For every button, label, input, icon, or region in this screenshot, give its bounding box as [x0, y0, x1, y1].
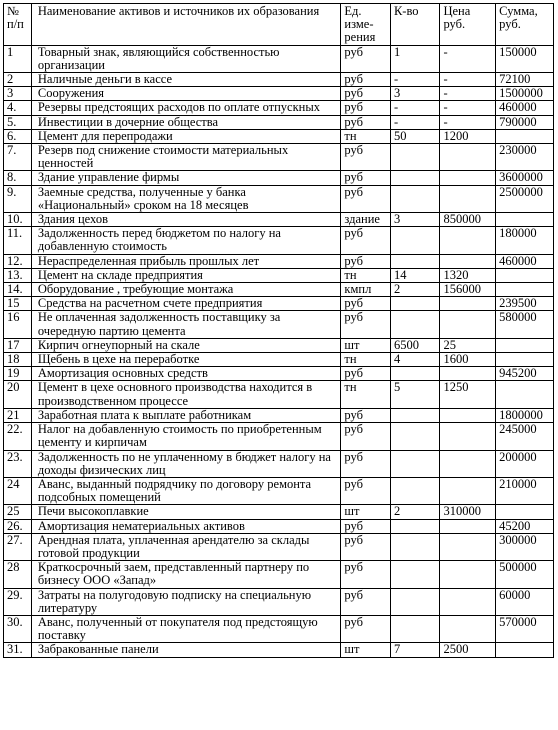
table-row — [4, 353, 554, 367]
sum-cell — [496, 381, 554, 408]
price-cell — [440, 297, 496, 311]
header-quantity: К-во — [390, 4, 440, 46]
unit-cell: здание — [341, 213, 391, 227]
row-number-cell: 4. — [4, 101, 32, 115]
row-number-cell: 9. — [4, 185, 32, 212]
sum-cell: 2500000 — [496, 185, 554, 212]
unit-cell: руб — [341, 533, 391, 560]
row-number-cell: 25 — [4, 505, 32, 519]
sum-cell: 45200 — [496, 519, 554, 533]
quantity-cell: 2 — [390, 505, 440, 519]
unit-cell: шт — [341, 643, 391, 657]
row-number-cell: 17 — [4, 338, 32, 352]
unit-cell: тн — [341, 268, 391, 282]
asset-name-cell: Не оплаченная задолженность поставщику за очередную партию цемента — [31, 311, 341, 338]
unit-cell: руб — [341, 423, 391, 450]
quantity-cell: - — [390, 115, 440, 129]
sum-cell: 200000 — [496, 450, 554, 477]
price-cell: - — [440, 73, 496, 87]
asset-name-cell: Наличные деньги в кассе — [31, 73, 341, 87]
quantity-cell — [390, 227, 440, 254]
table-row — [4, 115, 554, 129]
quantity-cell: 5 — [390, 381, 440, 408]
row-number-cell: 3 — [4, 87, 32, 101]
table-row — [4, 519, 554, 533]
asset-name-cell: Краткосрочный заем, представленный партнеру по бизнесу ООО «Запад» — [31, 561, 341, 588]
asset-name-cell: Нераспределенная прибыль прошлых лет — [31, 254, 341, 268]
row-number-cell: 30. — [4, 615, 32, 642]
asset-name-cell: Забракованные панели — [31, 643, 341, 657]
sum-cell: 570000 — [496, 615, 554, 642]
asset-name-cell: Затраты на полугодовую подписку на специальную литературу — [31, 588, 341, 615]
unit-cell: руб — [341, 101, 391, 115]
quantity-cell — [390, 254, 440, 268]
quantity-cell: - — [390, 101, 440, 115]
asset-name-cell: Резервы предстоящих расходов по оплате отпускных — [31, 101, 341, 115]
price-cell — [440, 254, 496, 268]
table-body — [4, 45, 554, 657]
header-name: Наименование активов и источников их образования — [31, 4, 341, 46]
table-row — [4, 213, 554, 227]
quantity-cell — [390, 533, 440, 560]
header-number: № п/п — [4, 4, 32, 46]
asset-name-cell: Аванс, выданный подрядчику по договору ремонта подсобных помещений — [31, 477, 341, 504]
price-cell — [440, 588, 496, 615]
asset-name-cell: Налог на добавленную стоимость по приобретенным цементу и кирпичам — [31, 423, 341, 450]
asset-name-cell: Цемент для перепродажи — [31, 129, 341, 143]
table-row — [4, 101, 554, 115]
price-cell: 1200 — [440, 129, 496, 143]
sum-cell — [496, 505, 554, 519]
price-cell: - — [440, 45, 496, 72]
row-number-cell: 15 — [4, 297, 32, 311]
unit-cell: тн — [341, 129, 391, 143]
sum-cell: 580000 — [496, 311, 554, 338]
price-cell — [440, 227, 496, 254]
asset-name-cell: Кирпич огнеупорный на скале — [31, 338, 341, 352]
sum-cell — [496, 268, 554, 282]
sum-cell: 1800000 — [496, 408, 554, 422]
asset-name-cell: Здания цехов — [31, 213, 341, 227]
unit-cell: кмпл — [341, 283, 391, 297]
asset-name-cell: Заработная плата к выплате работникам — [31, 408, 341, 422]
price-cell — [440, 367, 496, 381]
quantity-cell — [390, 450, 440, 477]
row-number-cell: 11. — [4, 227, 32, 254]
asset-name-cell: Цемент в цехе основного производства находится в производственном процессе — [31, 381, 341, 408]
price-cell: 1600 — [440, 353, 496, 367]
unit-cell: руб — [341, 185, 391, 212]
price-cell — [440, 450, 496, 477]
sum-cell: 230000 — [496, 144, 554, 171]
asset-name-cell: Оборудование , требующие монтажа — [31, 283, 341, 297]
price-cell: 156000 — [440, 283, 496, 297]
quantity-cell — [390, 144, 440, 171]
quantity-cell — [390, 185, 440, 212]
unit-cell: тн — [341, 353, 391, 367]
quantity-cell — [390, 408, 440, 422]
sum-cell: 239500 — [496, 297, 554, 311]
price-cell — [440, 477, 496, 504]
unit-cell: руб — [341, 254, 391, 268]
asset-name-cell: Цемент на складе предприятия — [31, 268, 341, 282]
unit-cell: руб — [341, 73, 391, 87]
table-row — [4, 268, 554, 282]
row-number-cell: 20 — [4, 381, 32, 408]
sum-cell — [496, 283, 554, 297]
quantity-cell — [390, 561, 440, 588]
quantity-cell: 4 — [390, 353, 440, 367]
quantity-cell — [390, 588, 440, 615]
price-cell: 2500 — [440, 643, 496, 657]
table-row — [4, 505, 554, 519]
unit-cell: руб — [341, 45, 391, 72]
sum-cell — [496, 129, 554, 143]
unit-cell: шт — [341, 338, 391, 352]
unit-cell: руб — [341, 519, 391, 533]
quantity-cell — [390, 311, 440, 338]
sum-cell: 3600000 — [496, 171, 554, 185]
row-number-cell: 22. — [4, 423, 32, 450]
price-cell — [440, 311, 496, 338]
price-cell — [440, 533, 496, 560]
sum-cell: 245000 — [496, 423, 554, 450]
quantity-cell: 7 — [390, 643, 440, 657]
sum-cell: 500000 — [496, 561, 554, 588]
sum-cell: 460000 — [496, 254, 554, 268]
unit-cell: руб — [341, 144, 391, 171]
quantity-cell: - — [390, 73, 440, 87]
price-cell: 850000 — [440, 213, 496, 227]
price-cell — [440, 408, 496, 422]
price-cell: 25 — [440, 338, 496, 352]
quantity-cell: 3 — [390, 87, 440, 101]
row-number-cell: 19 — [4, 367, 32, 381]
unit-cell: руб — [341, 367, 391, 381]
row-number-cell: 8. — [4, 171, 32, 185]
table-row — [4, 588, 554, 615]
header-price: Цена руб. — [440, 4, 496, 46]
table-row — [4, 477, 554, 504]
sum-cell: 60000 — [496, 588, 554, 615]
asset-name-cell: Резерв под снижение стоимости материальных ценностей — [31, 144, 341, 171]
quantity-cell: 6500 — [390, 338, 440, 352]
quantity-cell — [390, 423, 440, 450]
unit-cell: руб — [341, 615, 391, 642]
unit-cell: руб — [341, 297, 391, 311]
asset-name-cell: Амортизация основных средств — [31, 367, 341, 381]
row-number-cell: 21 — [4, 408, 32, 422]
quantity-cell — [390, 297, 440, 311]
row-number-cell: 27. — [4, 533, 32, 560]
unit-cell: руб — [341, 115, 391, 129]
table-row — [4, 450, 554, 477]
row-number-cell: 12. — [4, 254, 32, 268]
asset-name-cell: Задолженность по не уплаченному в бюджет налогу на доходы физических лиц — [31, 450, 341, 477]
row-number-cell: 7. — [4, 144, 32, 171]
row-number-cell: 2 — [4, 73, 32, 87]
sum-cell: 460000 — [496, 101, 554, 115]
price-cell: - — [440, 101, 496, 115]
asset-name-cell: Средства на расчетном счете предприятия — [31, 297, 341, 311]
asset-name-cell: Заемные средства, полученные у банка «Национальный» сроком на 18 месяцев — [31, 185, 341, 212]
quantity-cell: 1 — [390, 45, 440, 72]
table-row — [4, 297, 554, 311]
asset-name-cell: Инвестиции в дочерние общества — [31, 115, 341, 129]
table-row — [4, 254, 554, 268]
row-number-cell: 1 — [4, 45, 32, 72]
price-cell — [440, 171, 496, 185]
asset-name-cell: Печи высокоплавкие — [31, 505, 341, 519]
quantity-cell: 3 — [390, 213, 440, 227]
table-row — [4, 283, 554, 297]
row-number-cell: 10. — [4, 213, 32, 227]
table-row — [4, 408, 554, 422]
sum-cell — [496, 213, 554, 227]
asset-name-cell: Щебень в цехе на переработке — [31, 353, 341, 367]
row-number-cell: 16 — [4, 311, 32, 338]
row-number-cell: 13. — [4, 268, 32, 282]
table-row — [4, 171, 554, 185]
sum-cell: 945200 — [496, 367, 554, 381]
table-row — [4, 615, 554, 642]
quantity-cell — [390, 615, 440, 642]
sum-cell: 300000 — [496, 533, 554, 560]
unit-cell: тн — [341, 381, 391, 408]
quantity-cell: 2 — [390, 283, 440, 297]
row-number-cell: 31. — [4, 643, 32, 657]
sum-cell: 150000 — [496, 45, 554, 72]
unit-cell: руб — [341, 171, 391, 185]
asset-name-cell: Амортизация нематериальных активов — [31, 519, 341, 533]
asset-name-cell: Товарный знак, являющийся собственностью организации — [31, 45, 341, 72]
unit-cell: руб — [341, 450, 391, 477]
table-row — [4, 643, 554, 657]
price-cell — [440, 519, 496, 533]
sum-cell — [496, 338, 554, 352]
price-cell — [440, 185, 496, 212]
unit-cell: шт — [341, 505, 391, 519]
row-number-cell: 23. — [4, 450, 32, 477]
row-number-cell: 29. — [4, 588, 32, 615]
table-header-row — [4, 4, 554, 46]
table-row — [4, 367, 554, 381]
row-number-cell: 24 — [4, 477, 32, 504]
table-row — [4, 73, 554, 87]
sum-cell: 790000 — [496, 115, 554, 129]
price-cell — [440, 144, 496, 171]
unit-cell: руб — [341, 87, 391, 101]
row-number-cell: 26. — [4, 519, 32, 533]
quantity-cell — [390, 367, 440, 381]
table-row — [4, 129, 554, 143]
row-number-cell: 28 — [4, 561, 32, 588]
asset-name-cell: Аванс, полученный от покупателя под предстоящую поставку — [31, 615, 341, 642]
quantity-cell — [390, 519, 440, 533]
table-row — [4, 561, 554, 588]
price-cell: 1320 — [440, 268, 496, 282]
price-cell: 310000 — [440, 505, 496, 519]
table-row — [4, 45, 554, 72]
row-number-cell: 5. — [4, 115, 32, 129]
price-cell — [440, 561, 496, 588]
table-row — [4, 338, 554, 352]
table-row — [4, 87, 554, 101]
asset-name-cell: Здание управление фирмы — [31, 171, 341, 185]
sum-cell: 72100 — [496, 73, 554, 87]
header-unit: Ед. изме-рения — [341, 4, 391, 46]
row-number-cell: 18 — [4, 353, 32, 367]
quantity-cell — [390, 171, 440, 185]
price-cell — [440, 615, 496, 642]
row-number-cell: 6. — [4, 129, 32, 143]
sum-cell: 1500000 — [496, 87, 554, 101]
sum-cell: 210000 — [496, 477, 554, 504]
asset-name-cell: Задолженность перед бюджетом по налогу на добавленную стоимость — [31, 227, 341, 254]
price-cell: - — [440, 115, 496, 129]
sum-cell — [496, 643, 554, 657]
unit-cell: руб — [341, 227, 391, 254]
table-row — [4, 423, 554, 450]
table-row — [4, 381, 554, 408]
table-row — [4, 311, 554, 338]
unit-cell: руб — [341, 561, 391, 588]
unit-cell: руб — [341, 477, 391, 504]
price-cell: 1250 — [440, 381, 496, 408]
asset-name-cell: Арендная плата, уплаченная арендателю за склады готовой продукции — [31, 533, 341, 560]
price-cell — [440, 423, 496, 450]
quantity-cell: 50 — [390, 129, 440, 143]
asset-name-cell: Сооружения — [31, 87, 341, 101]
row-number-cell: 14. — [4, 283, 32, 297]
table-row — [4, 227, 554, 254]
assets-table — [3, 3, 554, 658]
sum-cell — [496, 353, 554, 367]
price-cell: - — [440, 87, 496, 101]
unit-cell: руб — [341, 588, 391, 615]
unit-cell: руб — [341, 311, 391, 338]
table-row — [4, 185, 554, 212]
table-row — [4, 533, 554, 560]
unit-cell: руб — [341, 408, 391, 422]
quantity-cell: 14 — [390, 268, 440, 282]
table-row — [4, 144, 554, 171]
header-sum: Сумма, руб. — [496, 4, 554, 46]
quantity-cell — [390, 477, 440, 504]
sum-cell: 180000 — [496, 227, 554, 254]
